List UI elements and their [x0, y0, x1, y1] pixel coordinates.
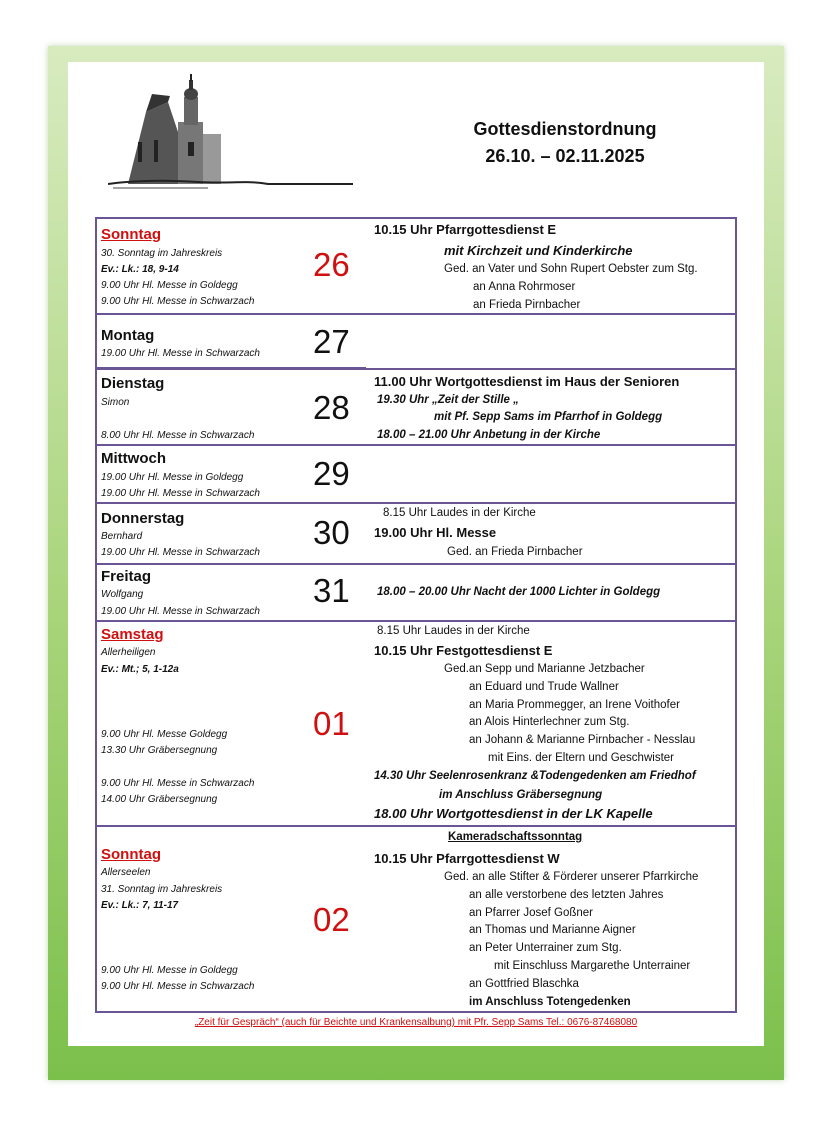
title-dates: 26.10. – 02.11.2025	[485, 146, 645, 166]
event-line: im Anschluss Gräbersegnung	[439, 789, 603, 801]
day-info: 19.00 Uhr Hl. Messe in Schwarzach	[101, 606, 260, 617]
event-line: 10.15 Uhr Pfarrgottesdienst E	[374, 222, 557, 237]
event-line: 11.00 Uhr Wortgottesdienst im Haus der Senioren	[374, 374, 680, 389]
event-heading: Kameradschaftssonntag	[448, 831, 583, 843]
event-line: mit Einschluss Margarethe Unterrainer	[494, 960, 691, 972]
event-line: mit Kirchzeit und Kinderkirche	[444, 243, 633, 258]
day-info: 9.00 Uhr Hl. Messe in Schwarzach	[101, 778, 255, 789]
day-info: 13.30 Uhr Gräbersegnung	[101, 745, 218, 756]
day-name: Montag	[101, 327, 155, 344]
event-line: 19.00 Uhr Hl. Messe	[374, 525, 497, 540]
day-info: 9.00 Uhr Hl. Messe Goldegg	[101, 729, 228, 740]
day-info: 19.00 Uhr Hl. Messe in Goldegg	[101, 472, 244, 483]
event-line: an Frieda Pirnbacher	[473, 299, 581, 311]
event-line: Ged.an Sepp und Marianne Jetzbacher	[444, 663, 645, 675]
day-info: 19.00 Uhr Hl. Messe in Schwarzach	[101, 488, 260, 499]
event-line: an Gottfried Blaschka	[469, 978, 579, 990]
day-info: Allerheiligen	[101, 647, 156, 658]
title-text: Gottesdienstordnung	[473, 119, 657, 139]
event-line: 8.15 Uhr Laudes in der Kirche	[377, 625, 530, 637]
day-info: 8.00 Uhr Hl. Messe in Schwarzach	[101, 430, 255, 441]
day-name: Donnerstag	[101, 510, 185, 527]
day-name: Samstag	[101, 626, 164, 643]
day-info: 19.00 Uhr Hl. Messe in Schwarzach	[101, 547, 260, 558]
event-line: an alle verstorbene des letzten Jahres	[469, 889, 664, 901]
day-info: 19.00 Uhr Hl. Messe in Schwarzach	[101, 348, 260, 359]
row-divider	[95, 620, 737, 622]
day-number: 27	[313, 323, 350, 360]
page-title	[440, 116, 690, 170]
day-info: 9.00 Uhr Hl. Messe in Schwarzach	[101, 981, 255, 992]
event-line: Ged. an Vater und Sohn Rupert Oebster zum Stg.	[444, 263, 698, 275]
day-info: Ev.: Mt.; 5, 1-12a	[101, 664, 179, 675]
day-name: Dienstag	[101, 375, 165, 392]
event-line: im Anschluss Totengedenken	[469, 996, 631, 1008]
event-line: an Johann & Marianne Pirnbacher - Nesslau	[469, 734, 696, 746]
day-number: 29	[313, 455, 350, 492]
event-line: 18.00 – 20.00 Uhr Nacht der 1000 Lichter in Goldegg	[377, 586, 661, 598]
day-info: Ev.: Lk.: 7, 11-17	[101, 900, 179, 911]
day-number: 02	[313, 901, 350, 938]
day-info: 9.00 Uhr Hl. Messe in Schwarzach	[101, 296, 255, 307]
event-line: 8.15 Uhr Laudes in der Kirche	[383, 507, 536, 519]
day-info: 14.00 Uhr Gräbersegnung	[101, 794, 218, 805]
row-divider	[95, 825, 737, 827]
day-info: Simon	[101, 397, 130, 408]
day-number: 01	[313, 705, 350, 742]
row-divider	[95, 502, 737, 504]
event-line: mit Eins. der Eltern und Geschwister	[488, 752, 674, 764]
row-divider	[95, 313, 737, 315]
day-number: 31	[313, 572, 350, 609]
day-number: 30	[313, 514, 350, 551]
footer-note: „Zeit für Gespräch“ (auch für Beichte und Krankensalbung) mit Pfr. Sepp Sams Tel.: 0676-87468080	[194, 1017, 638, 1028]
event-line: 19.30 Uhr „Zeit der Stille „	[377, 394, 519, 406]
row-divider	[95, 368, 737, 370]
day-name: Mittwoch	[101, 450, 166, 467]
event-line: 10.15 Uhr Festgottesdienst E	[374, 643, 553, 658]
day-info: Bernhard	[101, 531, 143, 542]
event-line: mit Pf. Sepp Sams im Pfarrhof in Goldegg	[434, 411, 663, 423]
event-line: an Anna Rohrmoser	[473, 281, 576, 293]
day-info: 9.00 Uhr Hl. Messe in Goldegg	[101, 965, 238, 976]
event-line: Ged. an Frieda Pirnbacher	[447, 546, 583, 558]
event-line: an Maria Prommegger, an Irene Voithofer	[469, 699, 680, 711]
row-divider	[95, 444, 737, 446]
event-line: Ged. an alle Stifter & Förderer unserer Pfarrkirche	[444, 871, 699, 883]
event-line: an Thomas und Marianne Aigner	[469, 924, 636, 936]
day-name: Sonntag	[101, 846, 161, 863]
day-number: 26	[313, 246, 350, 283]
event-line: an Pfarrer Josef Goßner	[469, 907, 593, 919]
church-illustration	[108, 72, 353, 200]
event-line: 14.30 Uhr Seelenrosenkranz &Todengedenken am Friedhof	[374, 770, 696, 782]
day-name: Sonntag	[101, 226, 161, 243]
day-info: Wolfgang	[101, 589, 144, 600]
event-line: an Alois Hinterlechner zum Stg.	[469, 716, 630, 728]
event-line: an Peter Unterrainer zum Stg.	[469, 942, 622, 954]
row-divider	[95, 563, 737, 565]
day-info: Ev.: Lk.: 18, 9-14	[101, 264, 179, 275]
day-info: 9.00 Uhr Hl. Messe in Goldegg	[101, 280, 238, 291]
day-info: 31. Sonntag im Jahreskreis	[101, 884, 223, 895]
day-number: 28	[313, 389, 350, 426]
event-line: an Eduard und Trude Wallner	[469, 681, 619, 693]
day-name: Freitag	[101, 568, 152, 585]
event-line: 18.00 – 21.00 Uhr Anbetung in der Kirche	[377, 429, 601, 441]
event-line: 18.00 Uhr Wortgottesdienst in der LK Kapelle	[374, 806, 653, 821]
event-line: 10.15 Uhr Pfarrgottesdienst W	[374, 851, 560, 866]
day-info: 30. Sonntag im Jahreskreis	[101, 248, 223, 259]
day-info: Allerseelen	[101, 867, 151, 878]
